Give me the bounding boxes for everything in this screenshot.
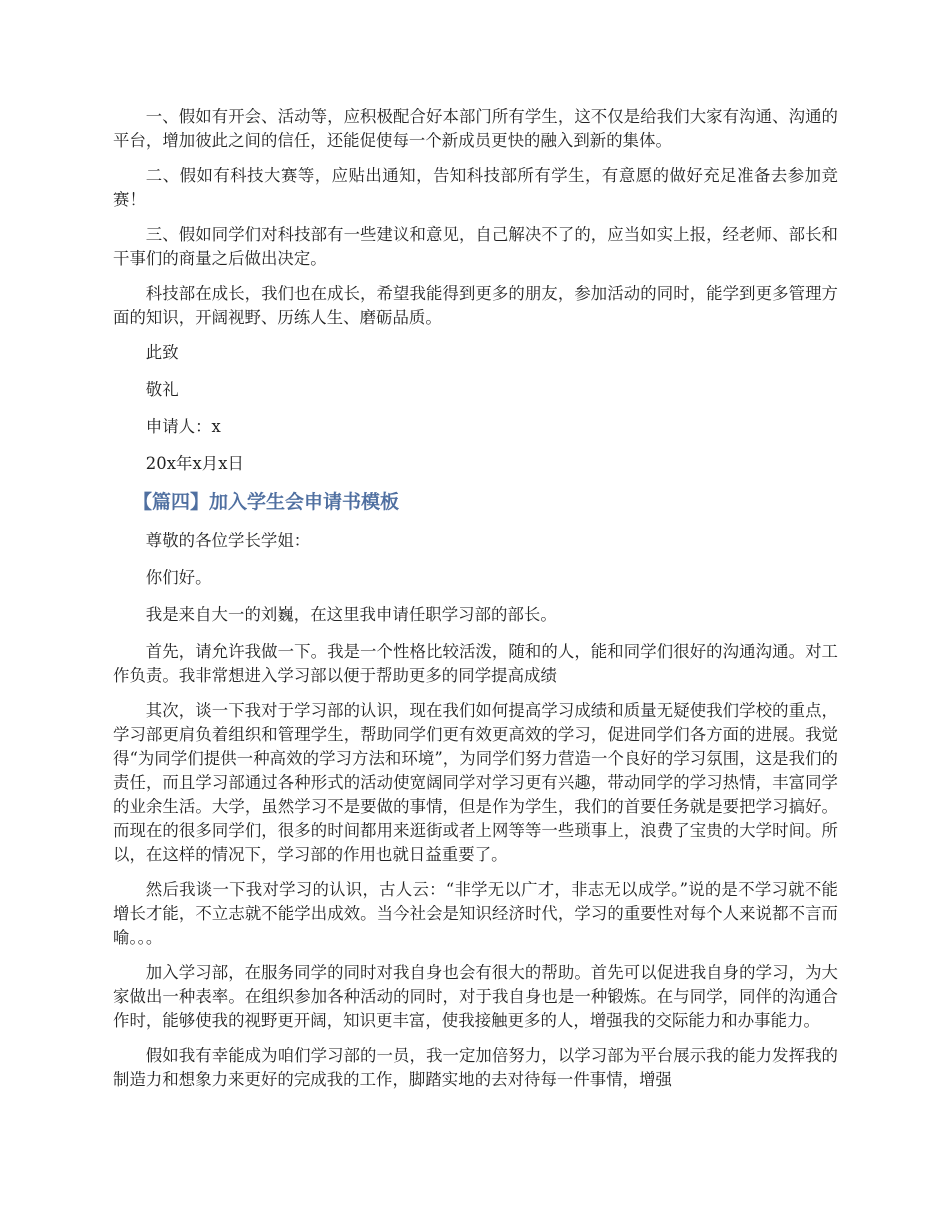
paragraph-item-3: 三、假如同学们对科技部有一些建议和意见，自己解决不了的，应当如实上报，经老师、部长和干事们的商量之后做出决定。 (113, 225, 838, 268)
paragraph-department-growth: 科技部在成长，我们也在成长，希望我能得到更多的朋友，参加活动的同时，能学到更多管理方面的知识，开阔视野、历练人生、磨砺品质。 (113, 284, 838, 327)
salutation: 尊敬的各位学长学姐： (145, 531, 311, 550)
learning-understanding-paragraph: 然后我谈一下我对学习的认识，古人云：“非学无以广才，非志无以成学。”说的是不学习就不能增长才能，不立志就不能学出成效。当今社会是知识经济时代，学习的重要性对每个人来说都不言而喻。。。 (113, 880, 838, 947)
greeting: 你们好。 (145, 568, 212, 587)
benefits-paragraph: 加入学习部，在服务同学的同时对我自身也会有很大的帮助。首先可以促进我自身的学习，为大家做出一种表率。在组织参加各种活动的同时，对于我自身也是一种锻炼。在与同学，同伴的沟通合作时，能够使我的视野更开阔，知识更丰富，使我接触更多的人，增强我的交际能力和办事能力。 (113, 963, 838, 1030)
paragraph-item-2: 二、假如有科技大赛等，应贴出通知，告知科技部所有学生，有意愿的做好充足准备去参加竞赛！ (113, 166, 838, 209)
date-line: 20x年x月x日 (145, 454, 244, 473)
commitment-paragraph: 假如我有幸能成为咱们学习部的一员，我一定加倍努力，以学习部为平台展示我的能力发挥我的制造力和想象力来更好的完成我的工作，脚踏实地的去对待每一件事情，增强 (113, 1046, 838, 1089)
closing-line-1: 此致 (145, 343, 179, 362)
self-introduction-paragraph: 首先，请允许我做一下。我是一个性格比较活泼，随和的人，能和同学们很好的沟通沟通。对工作负责。我非常想进入学习部以便于帮助更多的同学提高成绩 (113, 642, 838, 685)
closing-line-2: 敬礼 (145, 380, 179, 399)
department-understanding-paragraph: 其次，谈一下我对于学习部的认识，现在我们如何提高学习成绩和质量无疑使我们学校的重点，学习部更肩负着组织和管理学生，帮助同学们更有效更高效的学习，促进同学们各方面的进展。我觉得“为同学们提供一种高效的学习方法和环境”，为同学们努力营造一个良好的学习氛围，这是我们的责任，而且学习部通过各种形式的活动使宽阔同学对学习更有兴趣，带动同学的学习热情，丰富同学的业余生活。大学，虽然学习不是要做的事情，但是作为学生，我们的首要任务就是要把学习搞好。而现在的很多同学们，很多的时间都用来逛街或者上网等等一些琐事上，浪费了宝贵的大学时间。所以，在这样的情况下，学习部的作用也就日益重要了。 (113, 701, 838, 864)
section-heading: 【篇四】加入学生会申请书模板 (132, 491, 399, 513)
signature-line: 申请人：x (145, 417, 221, 436)
paragraph-item-1: 一、假如有开会、活动等，应积极配合好本部门所有学生，这不仅是给我们大家有沟通、沟通的平台，增加彼此之间的信任，还能促使每一个新成员更快的融入到新的集体。 (113, 107, 838, 150)
intro-paragraph: 我是来自大一的刘巍，在这里我申请任职学习部的部长。 (145, 605, 557, 624)
